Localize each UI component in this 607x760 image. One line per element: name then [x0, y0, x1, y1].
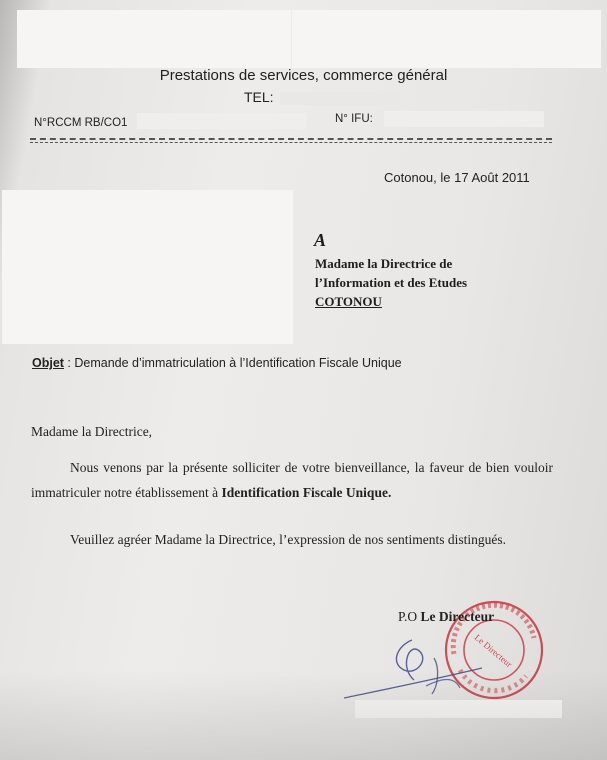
recipient-line-2: l’Information et des Etudes: [315, 275, 468, 290]
salutation: Madame la Directrice,: [31, 424, 153, 439]
subject-text: Demande d’immatriculation à l’Identification Fiscale Unique: [74, 356, 402, 370]
rccm-number: N°RCCM RB/CO1: [34, 117, 128, 129]
body-paragraph-1-emphasis: Identification Fiscale Unique.: [221, 485, 392, 500]
body-paragraph-2-text: Veuillez agréer Madame la Directrice, l’expression de nos sentiments distingués.: [70, 532, 506, 547]
stamp-center-text: Le Directeur: [472, 632, 515, 670]
redacted-header-left: [17, 10, 291, 68]
redacted-header-right: [292, 10, 601, 68]
tel-line: [244, 89, 400, 105]
redacted-sender-block: [2, 190, 293, 344]
recipient-prefix: A: [314, 230, 327, 250]
redacted-signatory-name: [355, 700, 562, 718]
ifu-number: N° IFU:: [335, 113, 373, 125]
signature-stroke-2: [432, 658, 438, 694]
signature-line: [398, 609, 494, 625]
subject-separator: :: [63, 356, 75, 370]
tel-label: TEL:: [244, 89, 274, 105]
signature-stroke-1: [396, 640, 422, 680]
redacted-ifu: [384, 111, 544, 127]
body-paragraph-2: [31, 527, 553, 552]
signature-stroke-4: [426, 680, 460, 689]
company-activity: Prestations de services, commerce général: [159, 67, 448, 84]
recipient-line-1: Madame la Directrice de: [315, 256, 453, 271]
letter-date: Cotonou, le 17 Août 2011: [384, 170, 530, 185]
handwritten-signature: [342, 628, 492, 708]
signature-prefix: P.O: [398, 609, 421, 624]
redacted-rccm: [137, 113, 307, 129]
recipient-city: COTONOU: [315, 294, 382, 309]
header-divider-lower: [30, 142, 552, 143]
body-paragraph-1-text: Nous venons par la présente solliciter de votre bienveillance, la faveur de bien vouloir immatriculer notre établissement à: [31, 460, 553, 500]
signature-stroke-3: [344, 668, 482, 698]
signature-title: Le Directeur: [420, 609, 495, 624]
subject-label: Objet: [32, 356, 64, 370]
header-divider: [30, 138, 552, 140]
subject-line: [32, 356, 402, 370]
body-paragraph-1: [31, 455, 553, 505]
redacted-tel: [280, 92, 400, 105]
